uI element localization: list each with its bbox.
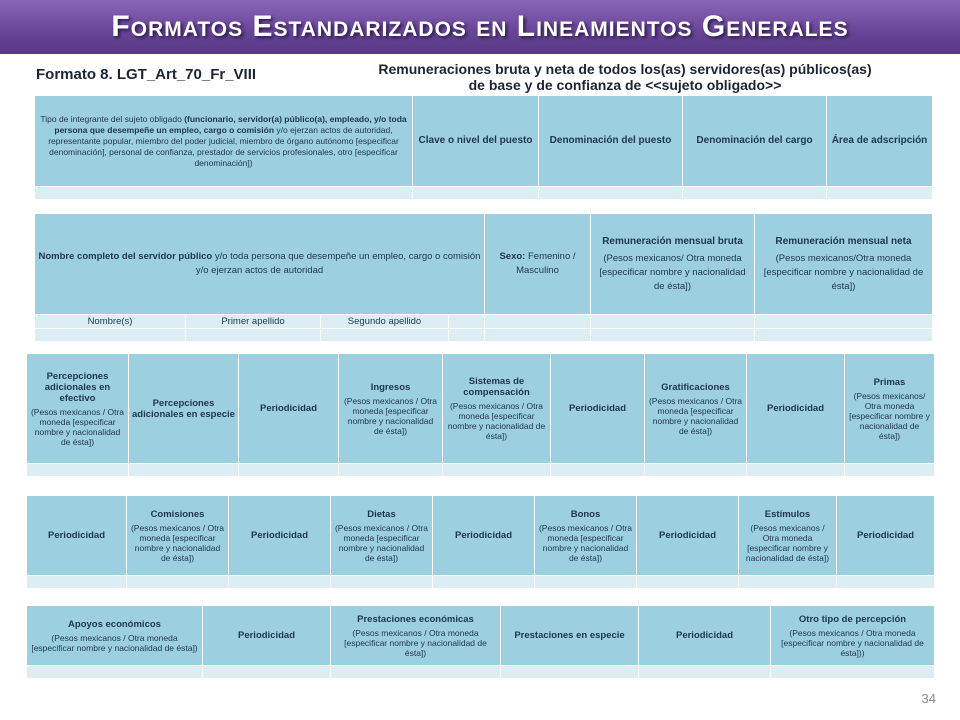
clave-label: Clave o nivel del puesto (418, 135, 533, 146)
cell (501, 666, 639, 679)
header-periodicidad (203, 606, 331, 666)
cell (27, 576, 127, 589)
area-label: Área de adscripción (831, 135, 928, 146)
cell (239, 464, 339, 477)
cell (755, 329, 933, 342)
tipo-prefix: Tipo de integrante del sujeto obligado (40, 113, 185, 124)
gratificaciones-title: Gratificaciones (661, 381, 730, 393)
header-dietas (331, 496, 433, 576)
cell (35, 329, 186, 342)
efectivo-desc: (Pesos mexicanos / Otra moneda [especificar nombre y nacionalidad de ésta]) (30, 406, 125, 447)
subtitle-line-1: Remuneraciones bruta y neta de todos los(as) servidores(as) públicos(as) (378, 61, 872, 77)
cell (591, 329, 755, 342)
cell (739, 576, 837, 589)
cell (747, 464, 845, 477)
subheader-nombres: Nombre(s) (35, 315, 186, 329)
cell (637, 576, 739, 589)
table-comisiones (26, 495, 935, 589)
header-periodicidad (229, 496, 331, 576)
header-primas (845, 354, 935, 464)
prest-econ-title: Prestaciones económicas (357, 613, 474, 625)
cell (845, 464, 935, 477)
table-row (27, 464, 935, 477)
tipo-bold: (funcionario, servidor(a) público(a), empleado, y/o toda persona que desempeñe un empleo, cargo o comisión (54, 113, 407, 135)
primas-desc: (Pesos mexicanos/ Otra moneda [especificar nombre y nacionalidad de ésta]) (849, 390, 930, 441)
cell (771, 666, 935, 679)
cell (27, 464, 129, 477)
report-subtitle (330, 61, 920, 93)
header-otro-tipo-percepcion (771, 606, 935, 666)
page-title: Formatos Estandarizados en Lineamientos Generales (111, 10, 849, 43)
bonos-desc: (Pesos mexicanos / Otra moneda [especificar nombre y nacionalidad de ésta]) (538, 522, 633, 563)
comisiones-desc: (Pesos mexicanos / Otra moneda [especificar nombre y nacionalidad de ésta]) (130, 522, 225, 563)
bonos-title: Bonos (570, 508, 601, 520)
cell (755, 315, 933, 329)
header-nombre-completo (35, 214, 485, 315)
ingresos-title: Ingresos (370, 381, 411, 393)
header-denominacion-cargo (683, 96, 827, 187)
cell (321, 329, 449, 342)
cell (127, 576, 229, 589)
header-area-adscripcion (827, 96, 933, 187)
cell (433, 576, 535, 589)
periodicidad-label: Periodicidad (259, 403, 317, 414)
apoyos-desc: (Pesos mexicanos / Otra moneda [especificar nombre y nacionalidad de ésta]) (31, 632, 198, 653)
cell (331, 576, 433, 589)
cell (591, 315, 755, 329)
table-servidor (34, 213, 933, 342)
periodicidad-label: Periodicidad (454, 530, 512, 541)
cell (683, 187, 827, 200)
nombre-rest: y/o toda persona que desempeñe un empleo, cargo o comisión y/o ejerzan actos de autoridad (195, 251, 481, 276)
cell (35, 187, 413, 200)
cell (186, 329, 321, 342)
header-prestaciones-economicas (331, 606, 501, 666)
cell (539, 187, 683, 200)
sistemas-title: Sistemas de compensación (463, 376, 530, 398)
cell (449, 329, 485, 342)
table-subheader-row (35, 315, 933, 329)
neta-desc: (Pesos mexicanos/Otra moneda [especificar nombre y nacionalidad de ésta]) (763, 252, 924, 292)
periodicidad-label: Periodicidad (237, 630, 295, 641)
header-percepciones-especie (129, 354, 239, 464)
table-percepciones (26, 353, 935, 477)
header-comisiones (127, 496, 229, 576)
header-denominacion-puesto (539, 96, 683, 187)
header-apoyos-economicos (27, 606, 203, 666)
cell (339, 464, 443, 477)
otro-title: Otro tipo de percepción (798, 613, 907, 625)
header-clave-nivel (413, 96, 539, 187)
sexo-rest: Femenino / Masculino (516, 251, 576, 276)
apoyos-title: Apoyos económicos (68, 618, 161, 630)
table-row (35, 187, 933, 200)
cell (535, 576, 637, 589)
header-bonos (535, 496, 637, 576)
cell (443, 464, 551, 477)
comisiones-title: Comisiones (150, 508, 205, 520)
denom-cargo-label: Denominación del cargo (696, 135, 813, 146)
periodicidad-label: Periodicidad (856, 530, 914, 541)
table-row (35, 329, 933, 342)
cell (485, 315, 591, 329)
cell (551, 464, 645, 477)
periodicidad-label: Periodicidad (47, 530, 105, 541)
header-periodicidad (837, 496, 935, 576)
header-remuneracion-neta (755, 214, 933, 315)
primas-title: Primas (873, 376, 906, 388)
bruta-desc: (Pesos mexicanos/ Otra moneda [especificar nombre y nacionalidad de ésta]) (599, 252, 746, 292)
page-number: 34 (921, 691, 936, 706)
table-row (27, 666, 935, 679)
cell (413, 187, 539, 200)
nombre-bold: Nombre completo del servidor público (38, 251, 213, 262)
header-periodicidad (639, 606, 771, 666)
neta-title: Remuneración mensual neta (775, 235, 912, 247)
header-prestaciones-especie (501, 606, 639, 666)
header-remuneracion-bruta (591, 214, 755, 315)
periodicidad-label: Periodicidad (675, 630, 733, 641)
table-prestaciones (26, 605, 935, 679)
periodicidad-label: Periodicidad (568, 403, 626, 414)
header-periodicidad (747, 354, 845, 464)
table-row (27, 576, 935, 589)
cell (27, 666, 203, 679)
especie-title: Percepciones adicionales en especie (132, 397, 235, 420)
cell (449, 315, 485, 329)
header-ingresos (339, 354, 443, 464)
header-periodicidad (637, 496, 739, 576)
gratificaciones-desc: (Pesos mexicanos / Otra moneda [especificar nombre y nacionalidad de ésta]) (648, 395, 743, 436)
cell (485, 329, 591, 342)
header-periodicidad (239, 354, 339, 464)
subheader-primer-apellido: Primer apellido (186, 315, 321, 329)
cell (203, 666, 331, 679)
otro-desc: (Pesos mexicanos / Otra moneda [especificar nombre y nacionalidad de ésta])) (781, 627, 924, 658)
cell (837, 576, 935, 589)
periodicidad-label: Periodicidad (250, 530, 308, 541)
cell (129, 464, 239, 477)
subtitle-line-2: de base y de confianza de <<sujeto obligado>> (468, 77, 782, 93)
ingresos-desc: (Pesos mexicanos / Otra moneda [especificar nombre y nacionalidad de ésta]) (343, 395, 438, 436)
header-estimulos (739, 496, 837, 576)
header-tipo-integrante (35, 96, 413, 187)
dietas-desc: (Pesos mexicanos / Otra moneda [especificar nombre y nacionalidad de ésta]) (334, 522, 429, 563)
subheader-segundo-apellido: Segundo apellido (321, 315, 449, 329)
prest-econ-desc: (Pesos mexicanos / Otra moneda [especificar nombre y nacionalidad de ésta]) (344, 627, 487, 658)
tipo-suffix: y/o ejerzan actos de autoridad, representante popular, miembro del poder judicial, miembro de órgano autónomo [especificar denominación], personal de confianza, prestador de servicios profesionales, otro [especificar denominación]) (48, 124, 399, 168)
header-percepciones-efectivo (27, 354, 129, 464)
cell (639, 666, 771, 679)
header-periodicidad (433, 496, 535, 576)
cell (827, 187, 933, 200)
header-periodicidad (27, 496, 127, 576)
estimulos-title: Estímulos (764, 508, 811, 520)
periodicidad-label: Periodicidad (766, 403, 824, 414)
periodicidad-label: Periodicidad (658, 530, 716, 541)
cell (331, 666, 501, 679)
efectivo-title: Percepciones adicionales en efectivo (44, 370, 111, 404)
sistemas-desc: (Pesos mexicanos / Otra moneda [especificar nombre y nacionalidad de ésta]) (447, 401, 546, 441)
header-sistemas-compensacion (443, 354, 551, 464)
header-periodicidad (551, 354, 645, 464)
formato-label: Formato 8. LGT_Art_70_Fr_VIII (36, 66, 257, 83)
header-sexo (485, 214, 591, 315)
bruta-title: Remuneración mensual bruta (602, 235, 743, 247)
cell (645, 464, 747, 477)
title-banner (0, 0, 960, 54)
table-puesto (34, 95, 933, 200)
estimulos-desc: (Pesos mexicanos / Otra moneda [especificar nombre y nacionalidad de ésta]) (745, 522, 830, 563)
cell (229, 576, 331, 589)
dietas-title: Dietas (367, 508, 396, 520)
sexo-bold: Sexo: (499, 251, 526, 262)
denom-puesto-label: Denominación del puesto (549, 135, 672, 146)
prest-especie-title: Prestaciones en especie (514, 630, 625, 641)
header-gratificaciones (645, 354, 747, 464)
